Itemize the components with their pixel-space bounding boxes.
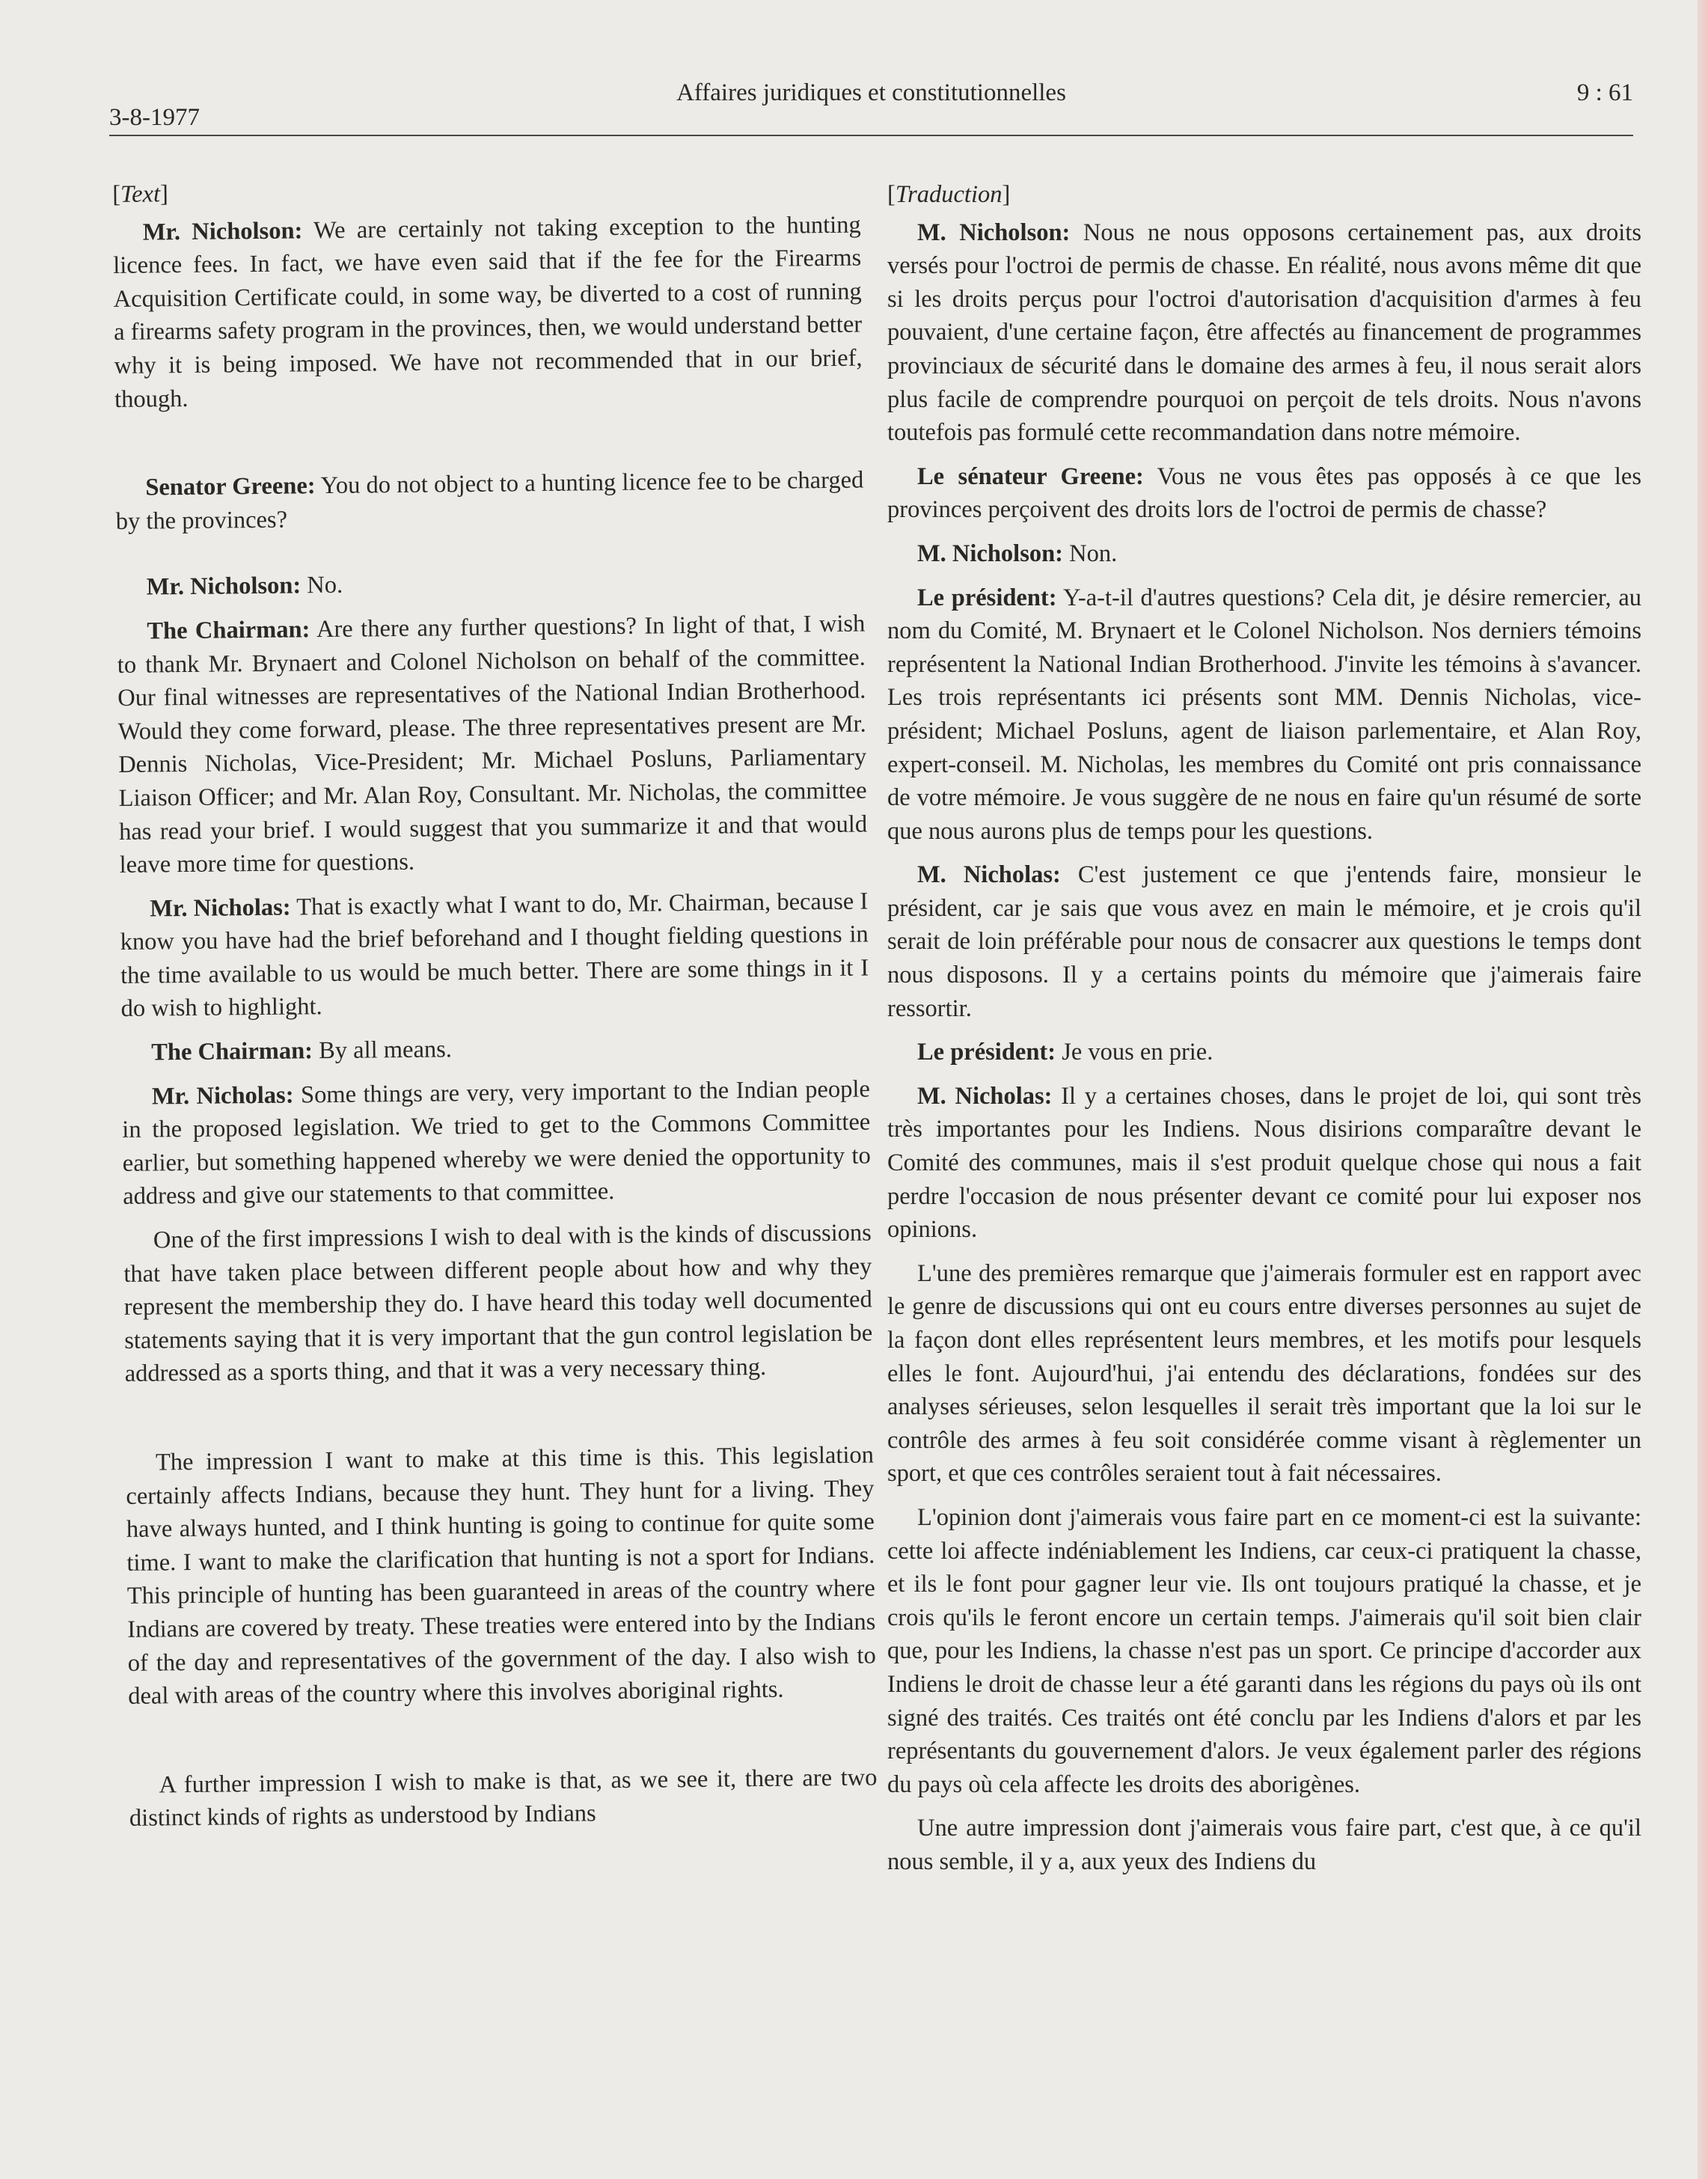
paragraph-text: By all means. xyxy=(312,1036,453,1065)
paragraph-text: Are there any further questions? In light of that, I wish to thank Mr. Brynaert and Colonel Nicholson on behalf of the committee. Our final witnesses are representatives of the National Indian Brotherhood. Would they come forward, please. The three representatives present are Mr. Dennis Nicholas, Vice-President; Mr. Michael Posluns, Parliamentary Liaison Officer; and Mr. Alan Roy, Consultant. Mr. Nicholas, the committee has read your brief. I would suggest that you summarize it and that would leave more time for questions. xyxy=(117,610,868,879)
paragraph-text: Non. xyxy=(1063,540,1118,567)
paragraph-text: L'opinion dont j'aimerais vous faire part en ce moment-ci est la suivante: cette loi affecte indéniablement les Indiens, car ceux-ci pratiquent la chasse, et ils le font pour gagner leur vie. Ils ont toujours pratiqué la chasse, et je crois qu'ils le feront encore un certain temps. J'aimerais qu'il soit bien clair que, pour les Indiens, la chasse n'est pas un sport. Ce principe d'accorder aux Indiens le droit de chasse leur a été garanti dans les régions du pays où ils ont signé des traités. Ces traités ont été conclu par les Indiens d'alors et par les représentants du gouvernement d'alors. Je veux également parler des régions du pays où cela affecte les droits des aborigènes. xyxy=(887,1503,1641,1798)
paragraph xyxy=(115,464,864,539)
paragraph-text: Vous ne vous êtes pas opposés à ce que les provinces perçoivent des droits lors de l'octroi de permis de chasse? xyxy=(887,462,1641,524)
paragraph xyxy=(117,607,868,881)
speaker: Mr. Nicholson: xyxy=(146,572,301,601)
speaker: Mr. Nicholas: xyxy=(150,893,291,923)
speaker: Le président: xyxy=(917,1039,1056,1066)
paragraph xyxy=(120,884,869,1026)
english-column xyxy=(112,171,878,1846)
paragraph-text: Il y a certaines choses, dans le projet de loi, qui sont très très importantes pour les Indiens. Nous disirions comparaître devant le Comité des communes, mais il s'est produit quelque chose qui nous a fait perdre l'occasion de nous présenter devant ce comité pour lui exposer nos opinions. xyxy=(887,1082,1641,1244)
speaker: Le sénateur Greene: xyxy=(917,462,1144,490)
speaker: The Chairman: xyxy=(147,616,310,645)
section-label-text: [Traduction] xyxy=(887,181,1011,208)
speaker: Le président: xyxy=(917,584,1057,611)
section-label: Traduction xyxy=(895,181,1003,208)
speaker: Mr. Nicholas: xyxy=(151,1081,294,1110)
page-edge xyxy=(1698,0,1708,2179)
paragraph-text: Nous ne nous opposons certainement pas, aux droits versés pour l'octroi de permis de chasse. En réalité, nous avons même dit que si les droits perçus pour l'octroi d'autorisation d'acquisition d'armes à feu pouvaient, d'une certaine façon, être affectés au financement de programmes provinciaux de sécurité dans le domaine des armes à feu, il nous serait alors plus facile de comprendre pourquoi on perçoit de tels droits. Nous n'avons toutefois pas formulé cette recommandation dans notre mémoire. xyxy=(887,218,1641,447)
header-date: 3-8-1977 xyxy=(109,104,200,131)
speaker: M. Nicholas: xyxy=(917,861,1061,889)
paragraph xyxy=(123,1216,873,1390)
paragraph-text: Je vous en prie. xyxy=(1056,1039,1213,1066)
paragraph-text: That is exactly what I want to do, Mr. Chairman, because I know you have had the brief beforehand and I thought fielding questions in the time available to us would be much better. There are some things in it I do wish to highlight. xyxy=(120,887,869,1023)
speaker: Mr. Nicholson: xyxy=(142,216,303,246)
paragraph-text: You do not object to a hunting licence fee to be charged by the provinces? xyxy=(115,466,864,535)
paragraph xyxy=(117,563,865,605)
header-page-number: 9 : 61 xyxy=(1576,79,1633,106)
paragraph xyxy=(887,1501,1641,1801)
section-label-text: [Text] xyxy=(112,180,169,208)
paragraph xyxy=(129,1761,878,1836)
paragraph xyxy=(887,1080,1641,1247)
paragraph xyxy=(887,216,1641,450)
paragraph-text: Y-a-t-il d'autres questions? Cela dit, je désire remercier, au nom du Comité, M. Brynaert et le Colonel Nicholson. Nos derniers témoins représentent la National Indian Brotherhood. J'invite les témoins à s'avancer. Les trois représentants ici présents sont MM. Dennis Nicholas, vice-président; Michael Posluns, agent de liaison parlementaire, et Alan Roy, expert-conseil. M. Nicholas, les membres du Comité ont pris connaissance de votre mémoire. Je vous suggère de ne nous en faire qu'un résumé de sorte que nous aurons plus de temps pour les questions. xyxy=(887,584,1641,845)
french-column xyxy=(887,178,1641,1889)
paragraph-text: No. xyxy=(300,572,343,599)
paragraph xyxy=(887,537,1641,571)
paragraph-text: Some things are very, very important to the Indian people in the proposed legislation. We tried to get to the Commons Committee earlier, but something happened whereby we were denied the opportunity to address and give our statements to that committee. xyxy=(122,1075,871,1211)
speaker: Senator Greene: xyxy=(145,472,316,501)
header-title: Affaires juridiques et constitutionnelles xyxy=(676,79,1066,106)
speaker: The Chairman: xyxy=(151,1037,313,1066)
paragraph xyxy=(887,581,1641,849)
paragraph xyxy=(887,1812,1641,1878)
paragraph-text: The impression I want to make at this time is this. This legislation certainly affects Indians, because they hunt. They hunt for a living. They have always hunted, and I think hunting is going to continue for quite some time. I want to make the clarification that hunting is not a sport for Indians. This principle of hunting has been guaranteed in areas of the country where Indians are covered by treaty. These treaties were entered into by the Indians of the day and representatives of the government of the day. I also wish to deal with areas of the country where this involves aboriginal rights. xyxy=(126,1441,876,1711)
paragraph xyxy=(887,858,1641,1025)
section-label: Text xyxy=(120,180,161,208)
paragraph xyxy=(887,460,1641,527)
speaker: M. Nicholson: xyxy=(917,218,1071,246)
paragraph xyxy=(122,1072,872,1214)
page-header xyxy=(109,75,1633,136)
paragraph xyxy=(887,1257,1641,1491)
paragraph-text: C'est justement ce que j'entends faire, monsieur le président, car je sais que vous avez en main le mémoire, et je crois qu'il serait de loin préférable pour nous de consacrer aux questions le temps dont nous disposons. Il y a certains points du mémoire que j'aimerais faire ressortir. xyxy=(887,861,1641,1022)
paragraph-text: L'une des premières remarque que j'aimerais formuler est en rapport avec le genre de discussions qui ont eu cours entre diverses personnes au sujet de la façon dont elles représentent leurs membres, et les motifs pour lesquels elles le font. Aujourd'hui, j'ai entendu des déclarations, fondées sur des analyses sérieuses, selon lesquelles il serait très important que la loi sur le contrôle des armes à feu soit considérée comme visant à règlementer un sport, et que ces contrôles seraient tout à fait nécessaires. xyxy=(887,1259,1641,1488)
paragraph xyxy=(113,208,863,416)
paragraph xyxy=(121,1029,869,1070)
paragraph-text: A further impression I wish to make is that, as we see it, there are two distinct kinds of rights as understood by Indians xyxy=(129,1764,878,1833)
paragraph xyxy=(126,1438,877,1713)
paragraph-text: Une autre impression dont j'aimerais vous faire part, c'est que, à ce qu'il nous semble, il y a, aux yeux des Indiens du xyxy=(887,1815,1641,1875)
speaker: M. Nicholson: xyxy=(917,540,1063,567)
paragraph-text: One of the first impressions I wish to deal with is the kinds of discussions that have taken place between different people about how and why they represent the membership they do. I have heard this today well documented statements saying that it is very important that the gun control legislation be addressed as a sports thing, and that it was a very necessary thing. xyxy=(123,1219,873,1388)
paragraph-text: We are certainly not taking exception to the hunting licence fees. In fact, we have even said that if the fee for the Firearms Acquisition Certificate could, in some way, be diverted to a cost of running a firearms safety program in the provinces, then, we would understand better why it is being imposed. We have not recommended that in our brief, though. xyxy=(113,211,863,413)
speaker: M. Nicholas: xyxy=(917,1082,1053,1110)
paragraph xyxy=(887,1036,1641,1069)
